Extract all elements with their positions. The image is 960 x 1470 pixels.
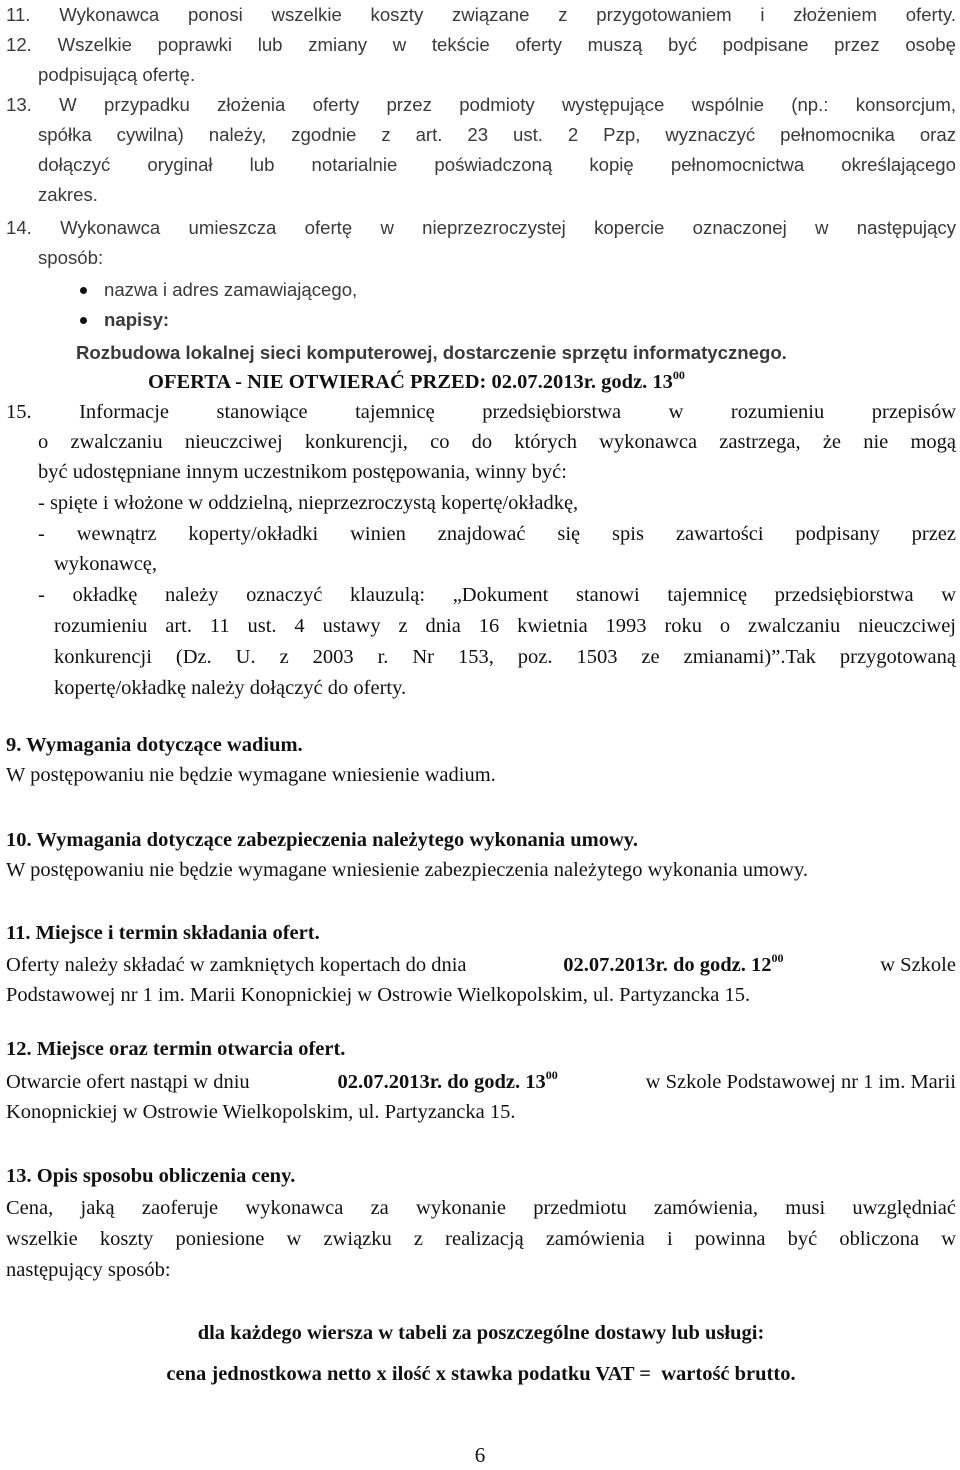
- item-13-line3: dołączyć oryginał lub notarialnie poświadczoną kopię pełnomocnictwa określającego: [38, 154, 956, 175]
- formula-line1: dla każdego wiersza w tabeli za poszczególne dostawy lub usługi:: [197, 1322, 765, 1344]
- item-15-dash3-line4: kopertę/okładkę należy dołączyć do oferty.: [54, 677, 407, 699]
- section-12-line1: [6, 1067, 956, 1097]
- section-9-text: W postępowaniu nie będzie wymagane wniesienie wadium.: [6, 764, 496, 786]
- section-12-post: w Szkole Podstawowej nr 1 im. Marii: [645, 1071, 956, 1093]
- section-12-date-text: 02.07.2013r. do godz. 13: [337, 1071, 546, 1093]
- section-9-title: 9. Wymagania dotyczące wadium.: [6, 734, 303, 756]
- item-13-line2: spółka cywilna) należy, zgodnie z art. 23 ust. 2 Pzp, wyznaczyć pełnomocnika oraz: [38, 124, 956, 145]
- item-15-dash3-line1: - okładkę należy oznaczyć klauzulą: „Dokument stanowi tajemnicę przedsiębiorstwa w: [38, 584, 956, 606]
- section-11-line2: Podstawowej nr 1 im. Marii Konopnickiej w Ostrowie Wielkopolskim, ul. Partyzancka 15.: [6, 984, 751, 1006]
- item-14-line1: 14. Wykonawca umieszcza ofertę w nieprzezroczystej kopercie oznaczonej w następujący: [6, 217, 956, 238]
- section-12-pre: Otwarcie ofert nastąpi w dniu: [6, 1071, 250, 1093]
- section-10-text: W postępowaniu nie będzie wymagane wniesienie zabezpieczenia należytego wykonania umowy.: [6, 859, 809, 881]
- item-13-line1: 13. W przypadku złożenia oferty przez podmioty występujące wspólnie (np.: konsorcjum,: [6, 94, 956, 115]
- section-12-date: [338, 1067, 558, 1097]
- section-11-post: w Szkole: [880, 954, 956, 976]
- section-11-title: 11. Miejsce i termin składania ofert.: [6, 922, 320, 944]
- item-14-line2: sposób:: [38, 247, 104, 268]
- section-12-date-sup: 00: [545, 1068, 558, 1082]
- section-13-line2: wszelkie koszty poniesione w związku z realizacją zamówienia i powinna być obliczona w: [6, 1228, 956, 1250]
- item-15-dash2-line2: wykonawcę,: [54, 553, 158, 575]
- item-15-dash3-line2: rozumieniu art. 11 ust. 4 ustawy z dnia 16 kwietnia 1993 roku o zwalczaniu nieuczciwej: [54, 615, 956, 637]
- bullet-dot-icon: [80, 317, 87, 324]
- section-11-date-sup: 00: [771, 951, 784, 965]
- item-11: 11. Wykonawca ponosi wszelkie koszty związane z przygotowaniem i złożeniem oferty.: [6, 4, 956, 25]
- item-15-line2: o zwalczaniu nieuczciwej konkurencji, co do których wykonawca zastrzega, że nie mogą: [38, 431, 956, 453]
- item-15-dash2-line1: - wewnątrz koperty/okładki winien znajdować się spis zawartości podpisany przez: [38, 523, 956, 545]
- formula-line2: cena jednostkowa netto x ilość x stawka podatku VAT = wartość brutto.: [166, 1363, 796, 1385]
- item-15-line3: być udostępniane innym uczestnikom postępowania, winny być:: [38, 461, 567, 483]
- bullet-text-1: nazwa i adres zamawiającego,: [104, 279, 358, 300]
- envelope-label-line2: [148, 367, 685, 397]
- bullet-dot-icon: [80, 287, 87, 294]
- item-15-line1: 15. Informacje stanowiące tajemnicę przedsiębiorstwa w rozumieniu przepisów: [6, 401, 956, 423]
- section-11-date-text: 02.07.2013r. do godz. 12: [563, 954, 772, 976]
- section-13-line3: następujący sposób:: [6, 1259, 171, 1281]
- section-12-line2: Konopnickiej w Ostrowie Wielkopolskim, ul. Partyzancka 15.: [6, 1101, 516, 1123]
- bullet-text-2: napisy:: [104, 309, 170, 330]
- section-13-line1: Cena, jaką zaoferuje wykonawca za wykonanie przedmiotu zamówienia, musi uwzględniać: [6, 1197, 956, 1219]
- item-12-line2: podpisującą ofertę.: [38, 64, 196, 85]
- item-15-dash3-line3: konkurencji (Dz. U. z 2003 r. Nr 153, poz. 1503 ze zmianami)”.Tak przygotowaną: [54, 646, 956, 668]
- item-15-dash1: - spięte i włożone w oddzielną, nieprzezroczystą kopertę/okładkę,: [38, 492, 579, 514]
- section-12-title: 12. Miejsce oraz termin otwarcia ofert.: [6, 1038, 346, 1060]
- item-12-line1: 12. Wszelkie poprawki lub zmiany w tekście oferty muszą być podpisane przez osobę: [6, 34, 956, 55]
- bullet-item-1: [6, 275, 956, 305]
- page-number: 6: [474, 1443, 486, 1467]
- envelope-label-text: OFERTA - NIE OTWIERAĆ PRZED: 02.07.2013r. godz. 13: [148, 371, 673, 393]
- section-10-title: 10. Wymagania dotyczące zabezpieczenia należytego wykonania umowy.: [6, 829, 639, 851]
- bullet-item-2: [6, 305, 956, 335]
- envelope-label-line1: Rozbudowa lokalnej sieci komputerowej, dostarczenie sprzętu informatycznego.: [76, 342, 787, 363]
- section-11-date: [563, 950, 783, 980]
- envelope-label-sup: 00: [672, 368, 685, 382]
- section-11-pre: Oferty należy składać w zamkniętych kopertach do dnia: [6, 954, 467, 976]
- section-11-line1: [6, 950, 956, 980]
- item-13-line4: zakres.: [38, 184, 98, 205]
- section-13-title: 13. Opis sposobu obliczenia ceny.: [6, 1165, 296, 1187]
